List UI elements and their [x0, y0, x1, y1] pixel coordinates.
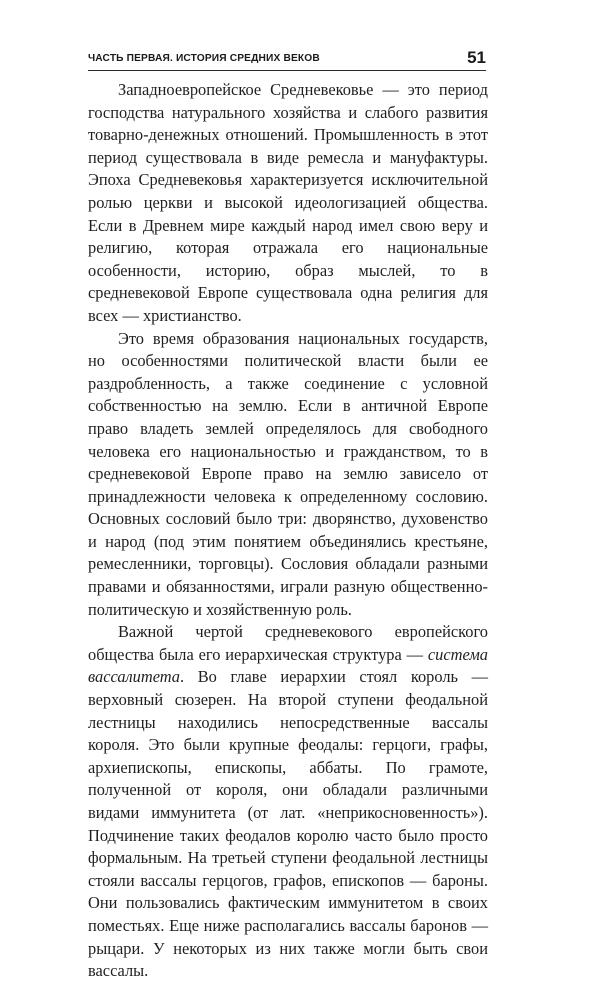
page-number: 51: [467, 48, 486, 67]
section-title: ЧАСТЬ ПЕРВАЯ. ИСТОРИЯ СРЕДНИХ ВЕКОВ: [88, 53, 320, 64]
body-text: [88, 79, 488, 983]
running-head: [88, 50, 486, 68]
paragraph-3-text-after: . Во главе иерархии стоял король — верховный сюзерен. На второй ступени феодальной лестницы находились непосредственные вассалы короля. Это были крупные феодалы: герцоги, графы, архиепископы, епископы, аббаты. По грамоте, полученной от короля, они обладали различными видами иммунитета (от лат. «неприкосновенность»). Подчинение таких феодалов королю часто было просто формальным. На третьей ступени феодальной лестницы стояли вассалы герцогов, графов, епископов — бароны. Они пользовались фактическим иммунитетом в своих поместьях. Еще ниже располагались вассалы баронов — рыцари. У некоторых из них также могли быть свои вассалы.: [88, 667, 488, 981]
header-rule: [88, 70, 486, 71]
paragraph-3: [88, 621, 488, 983]
paragraph-1: Западноевропейское Средневековье — это период господства натурального хозяйства и слабого развития товарно-денежных отношений. Промышленность в этот период существовала в виде ремесла и мануфактуры. Эпоха Средневековья характеризуется исключительной ролью церкви и высокой идеологизацией общества. Если в Древнем мире каждый народ имел свою веру и религию, которая отражала его национальные особенности, историю, образ мыслей, то в средневековой Европе существовала одна религия для всех — христианство.: [88, 80, 488, 325]
term-vassalage-system: система вассалитета: [88, 644, 488, 687]
paragraph-2: Это время образования национальных государств, но особенностями политической власти были ее раздробленность, а также соединение с условной собственностью на землю. Если в античной Европе право владеть землей определялось для свободного человека его национальностью и гражданством, то в средневековой Европе право на землю зависело от принадлежности человека к определенному сословию. Основных сословий было три: дворянство, духовенство и народ (под этим понятием объединялись крестьяне, ремесленники, торговцы). Сословия обладали разными правами и обязанностями, играли разную общественно-политическую и хозяйственную роль.: [88, 328, 488, 619]
paragraph-3-text-before: Важной чертой средневекового европейского общества была его иерархическая структура —: [88, 622, 488, 664]
